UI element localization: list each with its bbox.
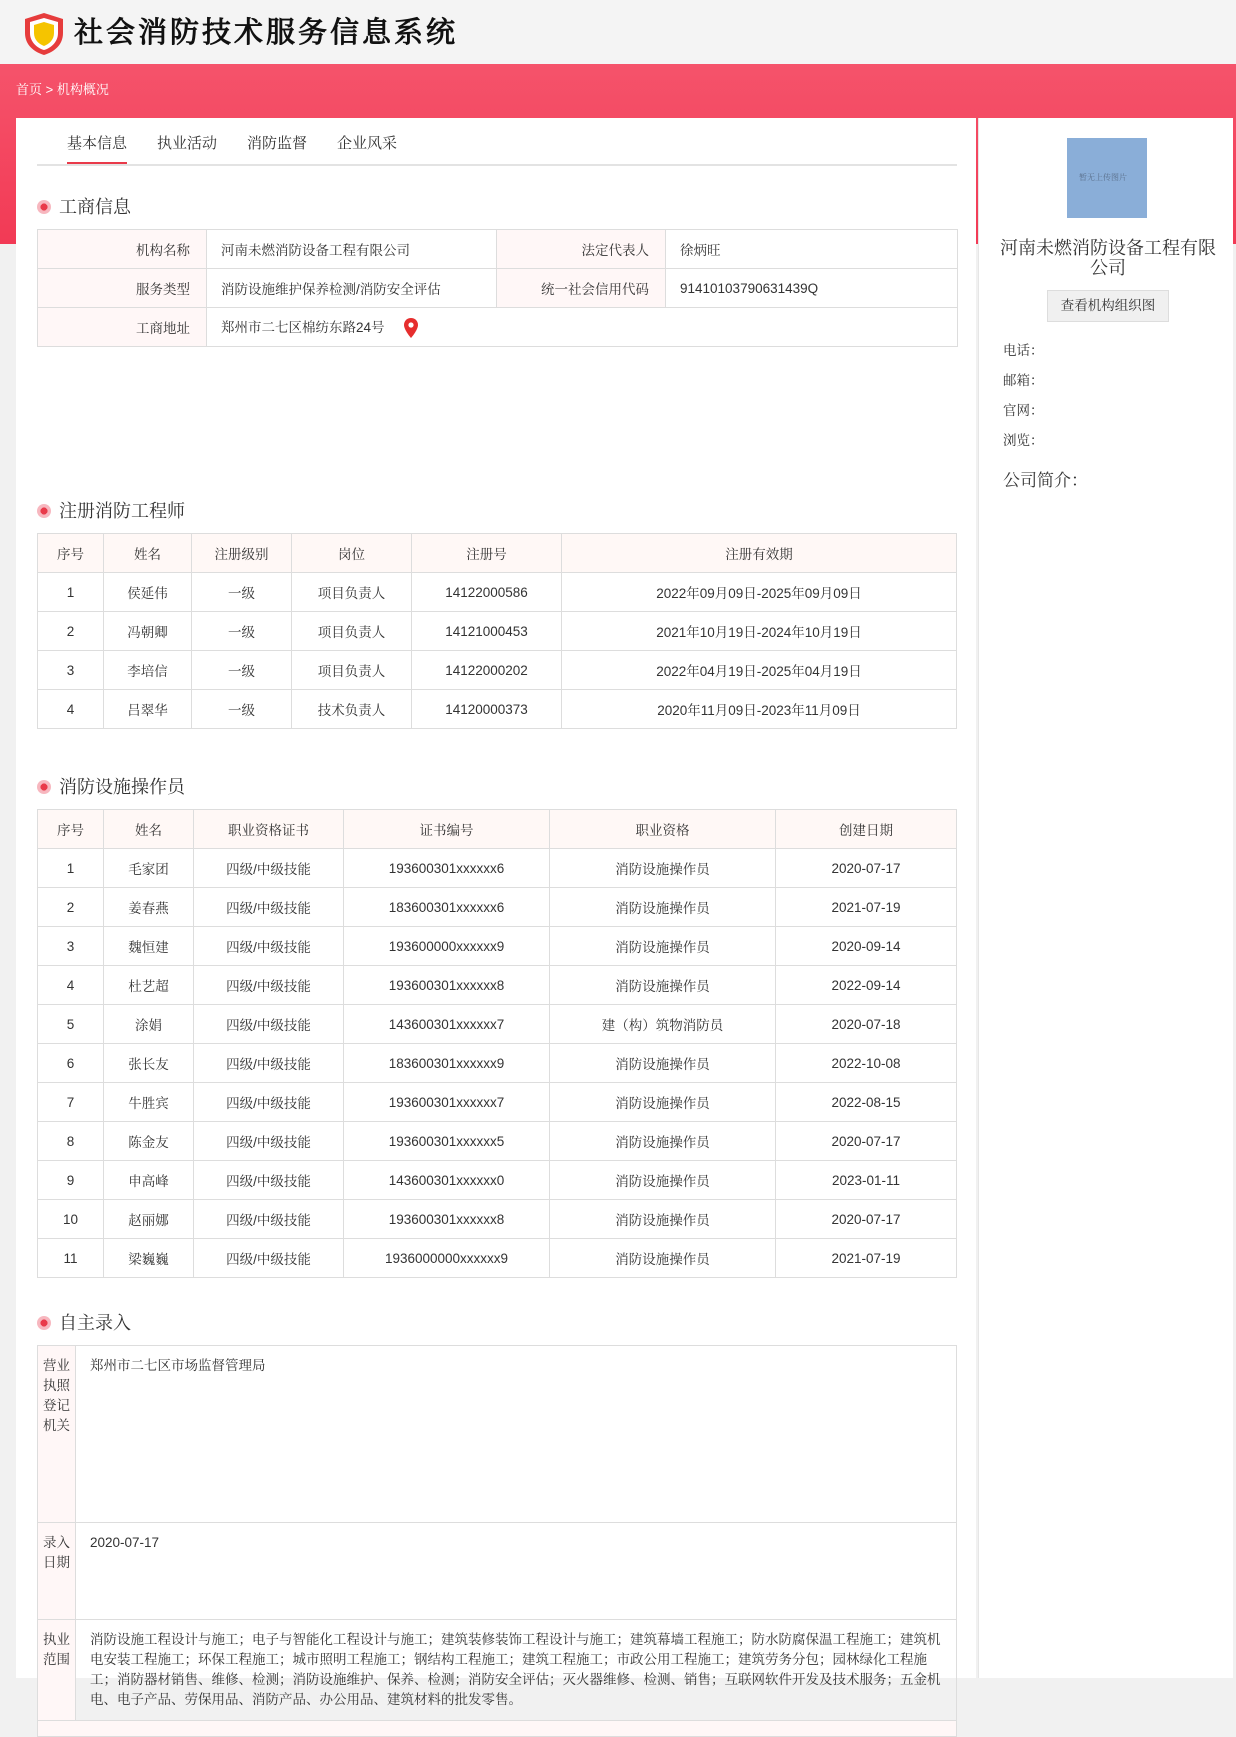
breadcrumb-separator: > [45, 82, 54, 97]
tab-fire-supervision[interactable]: 消防监督 [247, 135, 308, 152]
table-cell: 183600301xxxxxx9 [344, 1044, 550, 1083]
table-cell: 11 [38, 1239, 104, 1278]
table-cell: 10 [38, 1200, 104, 1239]
table-cell: 消防设施操作员 [550, 1161, 776, 1200]
table-cell: 消防设施操作员 [550, 849, 776, 888]
table-row [38, 888, 957, 927]
table-cell: 14121000453 [412, 612, 562, 651]
section-dot-icon [37, 780, 51, 794]
table-cell: 建（构）筑物消防员 [550, 1005, 776, 1044]
table-cell: 1 [38, 849, 104, 888]
legal-rep-value: 徐炳旺 [666, 230, 958, 269]
business-scope-value: 消防设施工程设计与施工；电子与智能化工程设计与施工；建筑装修装饰工程设计与施工；建筑幕墙工程施工；防水防腐保温工程施工；建筑机电安装工程施工；环保工程施工；城市照明工程施工；钢结构工程施工；建筑工程施工；市政公用工程施工；建筑劳务分包；园林绿化工程施工；消防器材销售、维修、检测；消防设施维护、保养、检测；消防安全评估；灭火器维修、检测、销售；互联网软件开发及技术服务；五金机电、电子产品、劳保用品、消防产品、办公用品、建筑材料的批发零售。 [76, 1620, 957, 1721]
table-cell: 一级 [192, 690, 292, 729]
label-entry-date: 录入日期 [38, 1523, 76, 1620]
table-cell: 涂娟 [104, 1005, 194, 1044]
table-cell: 2 [38, 888, 104, 927]
table-cell: 1 [38, 573, 104, 612]
table-cell: 技术负责人 [292, 690, 412, 729]
table-cell: 2021-07-19 [776, 888, 957, 927]
company-image-placeholder: 暂无上传图片 [1079, 173, 1127, 182]
table-cell: 5 [38, 1005, 104, 1044]
table-cell: 2022-09-14 [776, 966, 957, 1005]
table-cell: 6 [38, 1044, 104, 1083]
section-dot-icon [37, 1316, 51, 1330]
table-row [38, 1044, 957, 1083]
table-cell: 消防设施操作员 [550, 1239, 776, 1278]
table-cell: 193600301xxxxxx8 [344, 966, 550, 1005]
table-row [38, 1346, 957, 1523]
table-cell: 消防设施操作员 [550, 927, 776, 966]
table-cell: 2021年10月19日-2024年10月19日 [562, 612, 957, 651]
table-cell: 一级 [192, 573, 292, 612]
main-panel [16, 118, 976, 1707]
section-title-business [37, 194, 131, 220]
table-row [38, 612, 957, 651]
system-title: 社会消防技术服务信息系统 [74, 15, 459, 49]
table-cell: 193600000xxxxxx9 [344, 927, 550, 966]
table-cell: 消防设施操作员 [550, 1200, 776, 1239]
column-header: 职业资格 [550, 810, 776, 849]
org-name-value: 河南未燃消防设备工程有限公司 [207, 230, 497, 269]
table-cell: 4 [38, 966, 104, 1005]
self-entry-table [37, 1345, 957, 1737]
table-header-row [38, 534, 957, 573]
column-header: 注册有效期 [562, 534, 957, 573]
table-row [38, 230, 958, 269]
table-cell: 一级 [192, 651, 292, 690]
phone-label: 电话： [1003, 343, 1044, 358]
table-cell: 项目负责人 [292, 612, 412, 651]
column-header: 姓名 [104, 534, 192, 573]
shield-logo-icon [22, 11, 66, 57]
table-cell: 四级/中级技能 [194, 888, 344, 927]
table-row [38, 308, 958, 347]
breadcrumb-home[interactable]: 首页 [16, 82, 43, 97]
address-value: 郑州市二七区棉纺东路24号 [221, 319, 385, 335]
table-row [38, 651, 957, 690]
table-cell: 14120000373 [412, 690, 562, 729]
credit-code-value: 91410103790631439Q [666, 269, 958, 308]
table-cell: 四级/中级技能 [194, 1083, 344, 1122]
table-row [38, 573, 957, 612]
table-row [38, 1523, 957, 1620]
table-cell: 2023-01-11 [776, 1161, 957, 1200]
service-type-value: 消防设施维护保养检测/消防安全评估 [207, 269, 497, 308]
table-cell: 1936000000xxxxxx9 [344, 1239, 550, 1278]
table-cell: 毛家团 [104, 849, 194, 888]
table-cell: 14122000586 [412, 573, 562, 612]
section-dot-icon [37, 200, 51, 214]
table-cell: 2020-07-17 [776, 1122, 957, 1161]
business-info-table [37, 229, 958, 347]
label-legal-rep: 法定代表人 [497, 230, 666, 269]
table-row [38, 1005, 957, 1044]
entry-date-value: 2020-07-17 [76, 1523, 957, 1620]
column-header: 证书编号 [344, 810, 550, 849]
section-title-text: 注册消防工程师 [59, 501, 185, 521]
table-cell: 2020-07-18 [776, 1005, 957, 1044]
table-cell: 梁巍巍 [104, 1239, 194, 1278]
table-cell: 14122000202 [412, 651, 562, 690]
table-row [38, 269, 958, 308]
table-cell: 消防设施操作员 [550, 1044, 776, 1083]
website-label: 官网： [1003, 403, 1044, 418]
table-cell: 2021-07-19 [776, 1239, 957, 1278]
table-cell: 9 [38, 1161, 104, 1200]
table-cell: 冯朝卿 [104, 612, 192, 651]
table-cell: 消防设施操作员 [550, 888, 776, 927]
table-cell: 2020-07-17 [776, 849, 957, 888]
table-cell: 四级/中级技能 [194, 1239, 344, 1278]
table-cell: 3 [38, 927, 104, 966]
table-cell: 吕翠华 [104, 690, 192, 729]
table-cell: 四级/中级技能 [194, 1005, 344, 1044]
column-header: 注册号 [412, 534, 562, 573]
table-cell: 2020-07-17 [776, 1200, 957, 1239]
table-row [38, 1721, 957, 1737]
section-title-self-entry [37, 1310, 131, 1336]
table-cell: 四级/中级技能 [194, 849, 344, 888]
table-cell: 项目负责人 [292, 651, 412, 690]
table-cell: 2 [38, 612, 104, 651]
column-header: 创建日期 [776, 810, 957, 849]
table-cell: 4 [38, 690, 104, 729]
section-title-text: 自主录入 [59, 1313, 131, 1333]
label-reg-authority: 营业执照登记机关 [38, 1346, 76, 1523]
table-cell: 陈金友 [104, 1122, 194, 1161]
top-bar [0, 0, 1236, 64]
table-cell: 193600301xxxxxx8 [344, 1200, 550, 1239]
column-header: 注册级别 [192, 534, 292, 573]
table-cell: 消防设施操作员 [550, 1122, 776, 1161]
table-row [38, 1200, 957, 1239]
table-cell: 四级/中级技能 [194, 927, 344, 966]
table-row [38, 1083, 957, 1122]
table-header-row [38, 810, 957, 849]
section-title-operators [37, 774, 185, 800]
section-title-text: 消防设施操作员 [59, 777, 185, 797]
tab-bar [37, 130, 957, 166]
label-address: 工商地址 [38, 308, 207, 347]
engineers-table [37, 533, 957, 729]
column-header: 序号 [38, 810, 104, 849]
column-header: 序号 [38, 534, 104, 573]
table-cell: 四级/中级技能 [194, 1161, 344, 1200]
label-business-scope: 执业范围 [38, 1620, 76, 1721]
company-image [1067, 138, 1147, 218]
reg-authority-value: 郑州市二七区市场监督管理局 [76, 1346, 957, 1523]
table-cell: 2020年11月09日-2023年11月09日 [562, 690, 957, 729]
email-label: 邮箱： [1003, 373, 1044, 388]
view-org-chart-button[interactable]: 查看机构组织图 [1047, 290, 1169, 322]
company-side-panel [978, 118, 1233, 1678]
label-service-type: 服务类型 [38, 269, 207, 308]
section-title-text: 工商信息 [59, 197, 131, 217]
column-header: 姓名 [104, 810, 194, 849]
table-cell: 143600301xxxxxx7 [344, 1005, 550, 1044]
tab-practice-activities[interactable]: 执业活动 [157, 135, 218, 152]
table-cell: 2022年09月09日-2025年09月09日 [562, 573, 957, 612]
table-row [38, 690, 957, 729]
table-row [38, 1161, 957, 1200]
table-cell: 姜春燕 [104, 888, 194, 927]
table-cell: 193600301xxxxxx6 [344, 849, 550, 888]
table-cell: 侯延伟 [104, 573, 192, 612]
table-row [38, 966, 957, 1005]
table-cell: 牛胜宾 [104, 1083, 194, 1122]
company-intro-label: 公司简介： [1003, 471, 1088, 490]
address-cell [207, 308, 958, 347]
section-dot-icon [37, 504, 51, 518]
table-cell: 2022年04月19日-2025年04月19日 [562, 651, 957, 690]
table-cell: 193600301xxxxxx7 [344, 1083, 550, 1122]
table-cell: 李培信 [104, 651, 192, 690]
table-cell: 8 [38, 1122, 104, 1161]
table-cell: 四级/中级技能 [194, 966, 344, 1005]
table-cell: 2022-08-15 [776, 1083, 957, 1122]
table-cell: 消防设施操作员 [550, 966, 776, 1005]
tab-basic-info[interactable]: 基本信息 [67, 134, 127, 164]
table-cell: 3 [38, 651, 104, 690]
company-name: 河南未燃消防设备工程有限公司 [1000, 238, 1216, 278]
map-pin-icon[interactable] [404, 318, 418, 338]
table-cell: 申高峰 [104, 1161, 194, 1200]
breadcrumb [16, 80, 109, 100]
views-label: 浏览： [1003, 433, 1044, 448]
table-cell: 四级/中级技能 [194, 1044, 344, 1083]
breadcrumb-current: 机构概况 [56, 82, 109, 97]
table-cell: 四级/中级技能 [194, 1122, 344, 1161]
table-cell: 四级/中级技能 [194, 1200, 344, 1239]
tab-company-style[interactable]: 企业风采 [337, 135, 398, 152]
section-title-engineers [37, 498, 185, 524]
table-cell: 魏恒建 [104, 927, 194, 966]
label-org-name: 机构名称 [38, 230, 207, 269]
table-cell: 7 [38, 1083, 104, 1122]
table-cell: 2020-09-14 [776, 927, 957, 966]
table-cell: 143600301xxxxxx0 [344, 1161, 550, 1200]
table-cell: 张长友 [104, 1044, 194, 1083]
table-row [38, 849, 957, 888]
table-cell: 消防设施操作员 [550, 1083, 776, 1122]
column-header: 职业资格证书 [194, 810, 344, 849]
table-cell: 项目负责人 [292, 573, 412, 612]
table-footer-cell [38, 1721, 957, 1737]
table-cell: 2022-10-08 [776, 1044, 957, 1083]
table-cell: 一级 [192, 612, 292, 651]
column-header: 岗位 [292, 534, 412, 573]
table-cell: 赵丽娜 [104, 1200, 194, 1239]
operators-table [37, 809, 957, 1278]
table-cell: 193600301xxxxxx5 [344, 1122, 550, 1161]
table-row [38, 1239, 957, 1278]
table-row [38, 927, 957, 966]
table-cell: 杜艺超 [104, 966, 194, 1005]
table-cell: 183600301xxxxxx6 [344, 888, 550, 927]
table-row [38, 1620, 957, 1721]
table-row [38, 1122, 957, 1161]
label-credit-code: 统一社会信用代码 [497, 269, 666, 308]
